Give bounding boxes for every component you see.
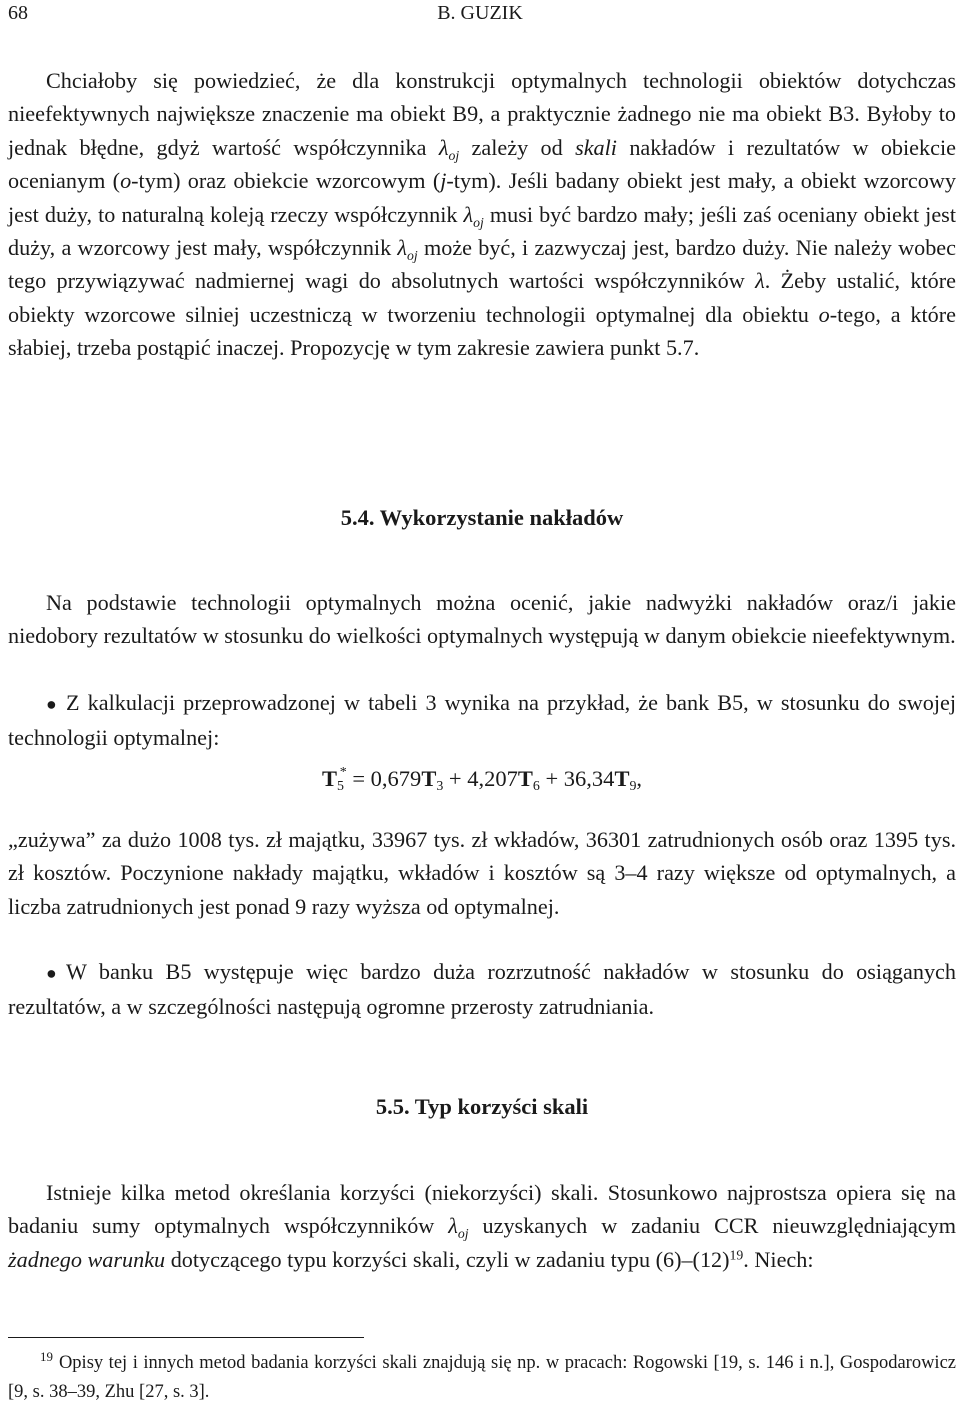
lambda-symbol: λ bbox=[448, 1213, 458, 1239]
footnote-reference: 19 bbox=[729, 1247, 744, 1263]
bullet-item-2: ● W banku B5 występuje więc bardzo duża rozrzutność nakładów w stosunku do osiąganych rezultatów, a w szczególności następują ogromne przerosty zatrudniania. bbox=[8, 959, 956, 1020]
lambda-symbol: λ bbox=[397, 235, 408, 261]
footnote-19 bbox=[8, 1349, 956, 1407]
running-head-initial: B. G bbox=[437, 2, 476, 24]
footnote-separator bbox=[8, 1337, 364, 1338]
paragraph-4: Istnieje kilka metod określania korzyści (niekorzyści) skali. Stosunkowo najprostsza opiera się na badaniu sumy optymalnych współczynników $\lambda_{oj}$ uzyskanych w zadaniu CCR nieuwzględniającym żadnego warunku dotyczącego typu korzyści skali, czyli w zadaniu typu $(6)-(12)^{19}$. Niech: bbox=[8, 1180, 956, 1272]
paragraph-2: Na podstawie technologii optymalnych można ocenić, jakie nadwyżki nakładów oraz/i jakie niedobory rezultatów w stosunku do wielkości optymalnych występują w danym obiekcie nieefektywnym. bbox=[8, 590, 956, 649]
page-header bbox=[8, 0, 952, 28]
lambda-symbol: λ bbox=[755, 268, 765, 294]
paragraph-1: Chciałoby się powiedzieć, że dla konstrukcji optymalnych technologii obiektów dotychczas nieefektywnych największe znaczenie ma obiekt B9, a praktycznie żadnego nie ma obiekt B3. Byłoby to jednak błędne, gdyż wartość współczynnika $\lambda_{oj}$ zależy od skali nakładów i rezultatów w obiekcie ocenianym (o-tym) oraz obiekcie wzorcowym (j-tym). Jeśli badany obiekt jest mały, a obiekt wzorcowy jest duży, to naturalną koleją rzeczy współczynnik $\lambda_{oj}$ musi być bardzo mały; jeśli zaś oceniany obiekt jest duży, a wzorcowy jest mały, współczynnik $\lambda_{oj}$ może być, i zazwyczaj jest, bardzo duży. Nie należy wobec tego przywiązywać nadmiernej wagi do absolutnych wartości współczynników λ. Żeby ustalić, które obiekty wzorcowe silniej uczestniczą w tworzeniu technologii optymalnej dla obiektu o-tego, a które słabiej, trzeba postąpić inaczej. Propozycję w tym zakresie zawiera punkt 5.7. bbox=[8, 68, 957, 361]
running-head-surname: UZIK bbox=[475, 2, 523, 24]
bullet-icon: ● bbox=[46, 694, 57, 714]
bullet-item-1: ● Z kalkulacji przeprowadzonej w tabeli 3 wynika na przykład, że bank B5, w stosunku do swojej technologii optymalnej: bbox=[8, 690, 956, 751]
footnote-number: 19 bbox=[40, 1348, 53, 1364]
section-heading-5-5: 5.5. Typ korzyści skali bbox=[375, 1094, 589, 1119]
lambda-symbol: λ bbox=[463, 201, 474, 227]
bullet-icon: ● bbox=[46, 963, 57, 983]
lambda-symbol: λ bbox=[438, 134, 449, 160]
running-head bbox=[8, 2, 952, 25]
formula-T5: T5* = 0,679T3 + 4,207T6 + 36,34T9, bbox=[321, 764, 643, 795]
page-number: 68 bbox=[8, 2, 28, 24]
section-heading-5-4: 5.4. Wykorzystanie nakładów bbox=[340, 505, 624, 530]
paragraph-3: „zużywa” za dużo 1008 tys. zł majątku, 33967 tys. zł wkładów, 36301 zatrudnionych osób oraz 1395 tys. zł kosztów. Poczynione nakłady majątku, wkładów i kosztów są 3–4 razy większe od optymalnych, a liczba zatrudnionych jest ponad 9 razy wyższa od optymalnej. bbox=[8, 827, 956, 919]
footnote-text: Opisy tej i innych metod badania korzyści skali znajdują się np. w pracach: Rogowski [19, s. 146 i n.], Gospodarowicz [9, s. 38–39, Zhu [27, s. 3]. bbox=[8, 1353, 956, 1402]
